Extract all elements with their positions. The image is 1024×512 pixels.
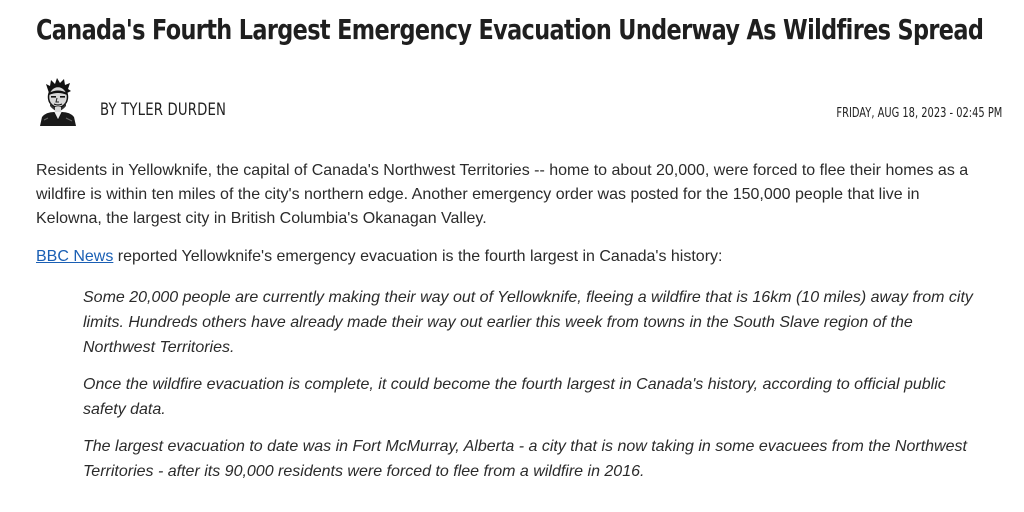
author-name[interactable]: BY TYLER DURDEN [100,100,227,120]
publish-date: FRIDAY, AUG 18, 2023 - 02:45 PM [836,106,1002,121]
source-paragraph-text: reported Yellowknife's emergency evacuation is the fourth largest in Canada's history: [113,248,723,265]
blockquote-paragraph: Once the wildfire evacuation is complete, it could become the fourth largest in Canada's history, according to official public safety data. [83,376,946,418]
byline [36,76,1002,128]
bbc-news-link[interactable]: BBC News [36,248,114,265]
author-avatar-icon[interactable] [36,76,80,126]
article-paragraph-source [36,245,976,269]
article-paragraph: Residents in Yellowknife, the capital of Canada's Northwest Territories -- home to about 20,000, were forced to flee their homes as a wildfire is within ten miles of the city's northern edge. Another emergency order was posted for the 150,000 people that live in Kelowna, the largest city in British Columbia's Okanagan Valley. [36,162,969,227]
article-title: Canada's Fourth Largest Emergency Evacuation Underway As Wildfires Spread [36,13,984,46]
blockquote-paragraph: Some 20,000 people are currently making their way out of Yellowknife, fleeing a wildfire that is 16km (10 miles) away from city limits. Hundreds others have already made their way out earlier this week from towns in the South Slave region of the Northwest Territories. [83,289,973,356]
blockquote-paragraph: The largest evacuation to date was in Fort McMurray, Alberta - a city that is now taking in some evacuees from the Northwest Territories - after its 90,000 residents were forced to flee from a wildfire in 2016. [83,438,967,480]
